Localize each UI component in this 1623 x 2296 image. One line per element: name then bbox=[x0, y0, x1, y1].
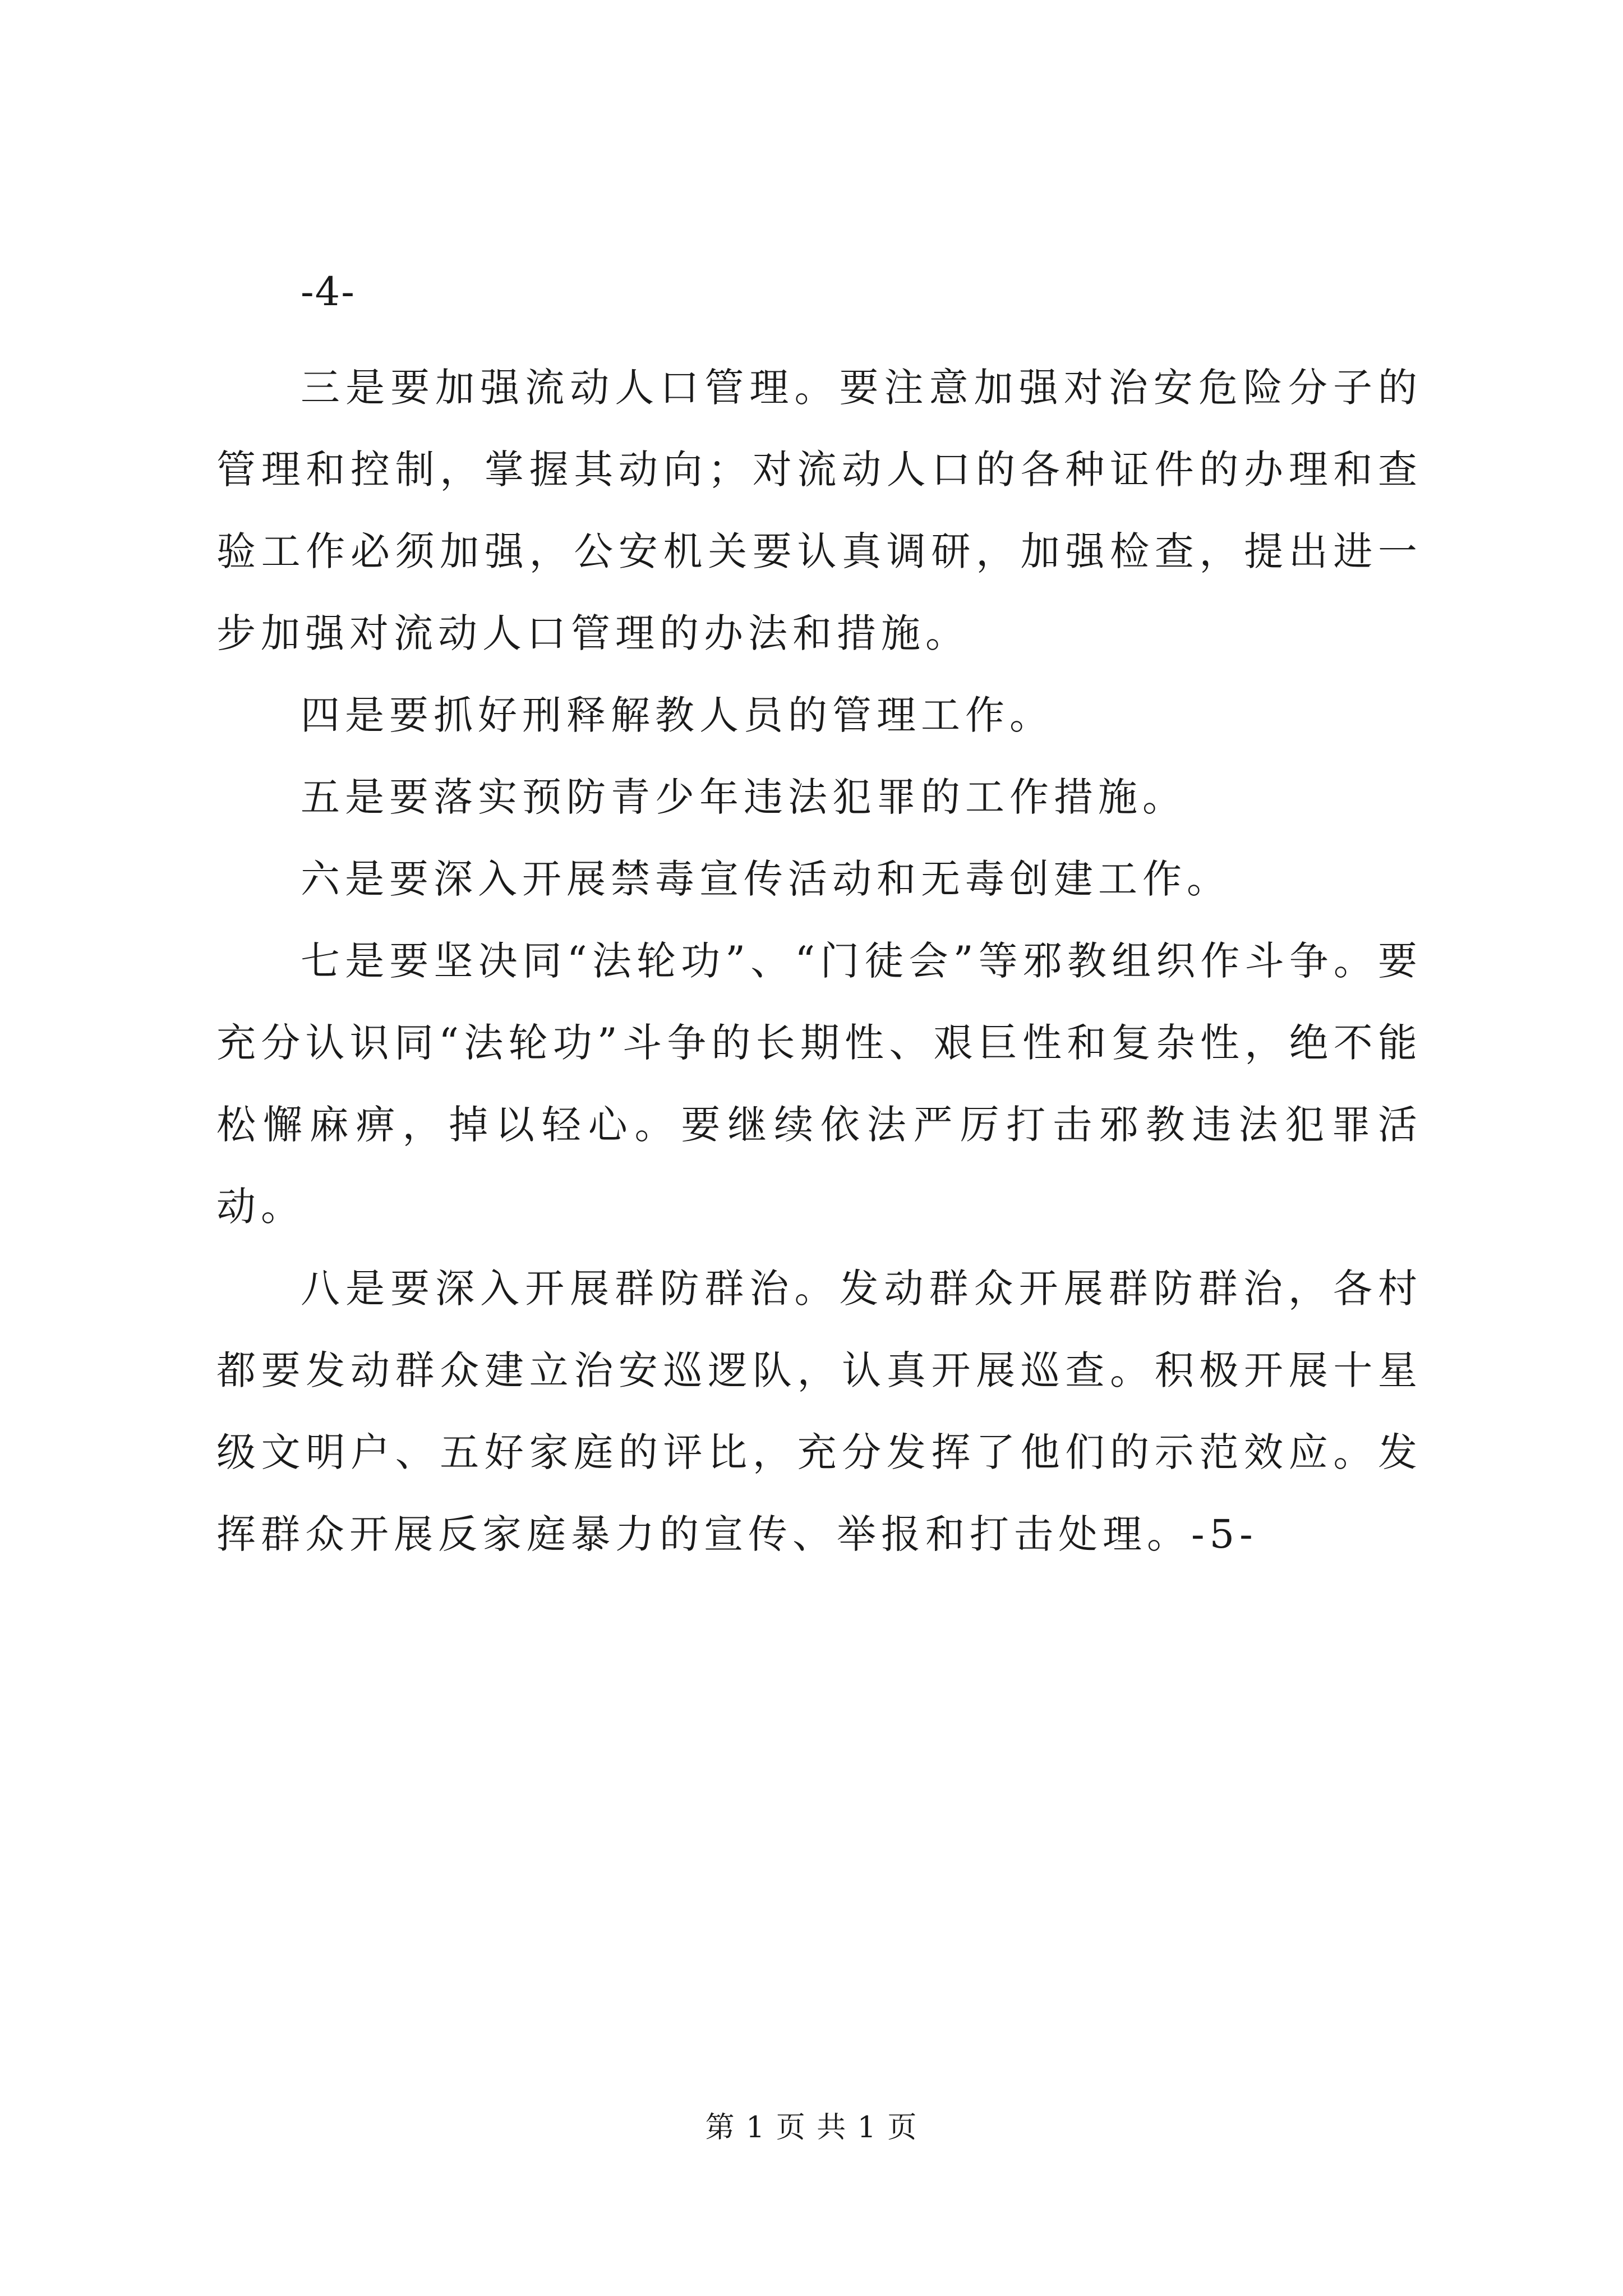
paragraph-3: 三是要加强流动人口管理。要注意加强对治安危险分子的管理和控制，掌握其动向；对流动人口的各种证件的办理和查验工作必须加强，公安机关要认真调研，加强检查，提出进一步加强对流动人口管理的办法和措施。 bbox=[216, 365, 1422, 656]
document-body bbox=[216, 264, 1422, 1575]
page-footer: 第 1 页 共 1 页 bbox=[705, 2111, 918, 2145]
paragraph-8: 八是要深入开展群防群治。发动群众开展群防群治，各村都要发动群众建立治安巡逻队，认真开展巡查。积极开展十星级文明户、五好家庭的评比，充分发挥了他们的示范效应。发挥群众开展反家庭暴力的宣传、举报和打击处理。-5- bbox=[216, 1266, 1422, 1557]
paragraph-7: 七是要坚决同“法轮功”、“门徒会”等邪教组织作斗争。要充分认识同“法轮功”斗争的长期性、艰巨性和复杂性，绝不能松懈麻痹，掉以轻心。要继续依法严厉打击邪教违法犯罪活动。 bbox=[216, 938, 1422, 1230]
paragraph-5: 五是要落实预防青少年违法犯罪的工作措施。 bbox=[301, 774, 1187, 820]
paragraph-4: 四是要抓好刑释解教人员的管理工作。 bbox=[301, 692, 1054, 738]
page-marker: -4- bbox=[301, 269, 356, 315]
paragraph-6: 六是要深入开展禁毒宣传活动和无毒创建工作。 bbox=[301, 856, 1231, 902]
